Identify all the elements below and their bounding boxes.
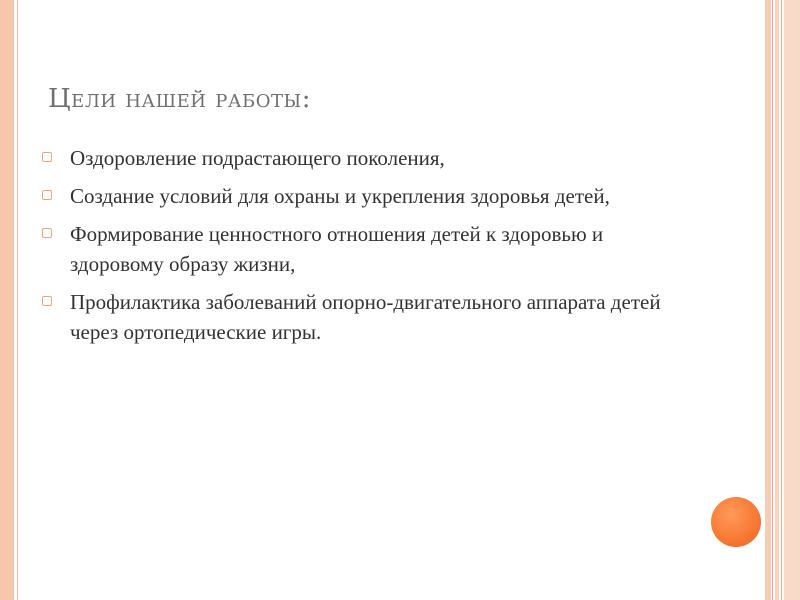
right-stripe-decoration: [784, 0, 800, 600]
bullet-text: Формирование ценностного отношения детей к здоровью и здоровому образу жизни,: [70, 222, 604, 276]
bullet-square-icon: [42, 190, 52, 200]
bullet-text: Оздоровление подрастающего поколения,: [70, 146, 445, 170]
bullet-item: [42, 181, 702, 211]
left-border-decoration: [0, 0, 14, 600]
orange-circle-decoration: [711, 497, 761, 547]
bullet-square-icon: [42, 228, 52, 238]
bullet-text: Создание условий для охраны и укрепления здоровья детей,: [70, 184, 610, 208]
bullet-square-icon: [42, 296, 52, 306]
bullet-item: [42, 287, 702, 347]
bullet-square-icon: [42, 152, 52, 162]
bullet-list: [42, 143, 702, 355]
bullet-text: Профилактика заболеваний опорно-двигательного аппарата детей через ортопедические игры.: [70, 290, 661, 344]
right-stripe-decoration: [765, 0, 771, 600]
left-border-line: [17, 0, 18, 600]
right-stripe-line: [772, 0, 773, 600]
right-stripe-decoration: [775, 0, 779, 600]
right-stripe-line: [781, 0, 782, 600]
bullet-item: [42, 143, 702, 173]
slide-title: Цели нашей работы:: [48, 84, 311, 114]
bullet-item: [42, 219, 702, 279]
